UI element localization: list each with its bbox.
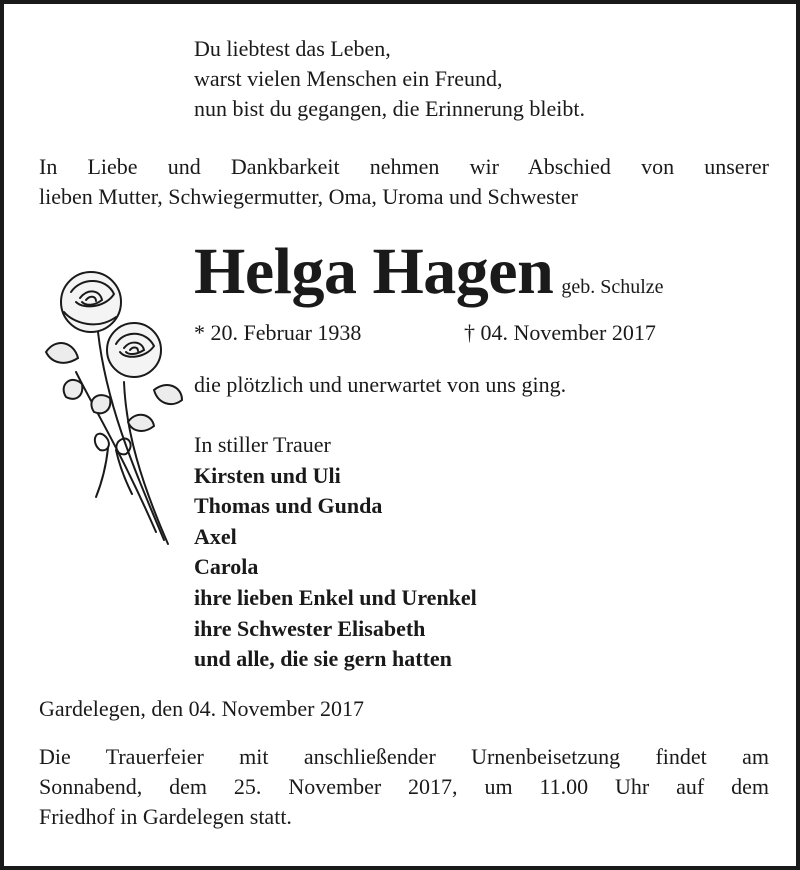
mourner: Axel bbox=[194, 523, 237, 549]
rose-illustration-icon bbox=[36, 262, 186, 562]
poem-line: Du liebtest das Leben, bbox=[194, 36, 391, 61]
mourner: und alle, die sie gern hatten bbox=[194, 646, 452, 672]
service-line: Sonnabend, dem 25. November 2017, um 11.00 Uhr auf dem bbox=[39, 774, 769, 799]
mourner: Kirsten und Uli bbox=[194, 462, 341, 488]
service-line: Die Trauerfeier mit anschließender Urnenbeisetzung findet am bbox=[39, 744, 769, 769]
intro-line: In Liebe und Dankbarkeit nehmen wir Abschied von unserer bbox=[39, 154, 769, 179]
mourner: ihre lieben Enkel und Urenkel bbox=[194, 584, 477, 610]
service-info bbox=[39, 742, 769, 832]
mourners-list bbox=[194, 430, 477, 675]
death-date: † 04. November 2017 bbox=[464, 320, 656, 345]
intro-line: lieben Mutter, Schwiegermutter, Oma, Uroma und Schwester bbox=[39, 184, 578, 209]
service-line: Friedhof in Gardelegen statt. bbox=[39, 804, 292, 829]
deceased-name bbox=[194, 234, 664, 310]
place-date: Gardelegen, den 04. November 2017 bbox=[39, 696, 365, 721]
poem bbox=[194, 34, 585, 124]
passing-text: die plötzlich und unerwartet von uns ging. bbox=[194, 372, 567, 397]
poem-line: nun bist du gegangen, die Erinnerung bleibt. bbox=[194, 96, 586, 121]
mourning-intro: In stiller Trauer bbox=[194, 432, 331, 457]
poem-line: warst vielen Menschen ein Freund, bbox=[194, 66, 503, 91]
mourner: ihre Schwester Elisabeth bbox=[194, 615, 426, 641]
birth-date: * 20. Februar 1938 bbox=[194, 320, 362, 345]
full-name: Helga Hagen bbox=[194, 235, 554, 308]
birth-name: geb. Schulze bbox=[561, 276, 664, 298]
mourner: Thomas und Gunda bbox=[194, 493, 383, 519]
mourner: Carola bbox=[194, 554, 259, 580]
intro-text bbox=[39, 152, 769, 212]
